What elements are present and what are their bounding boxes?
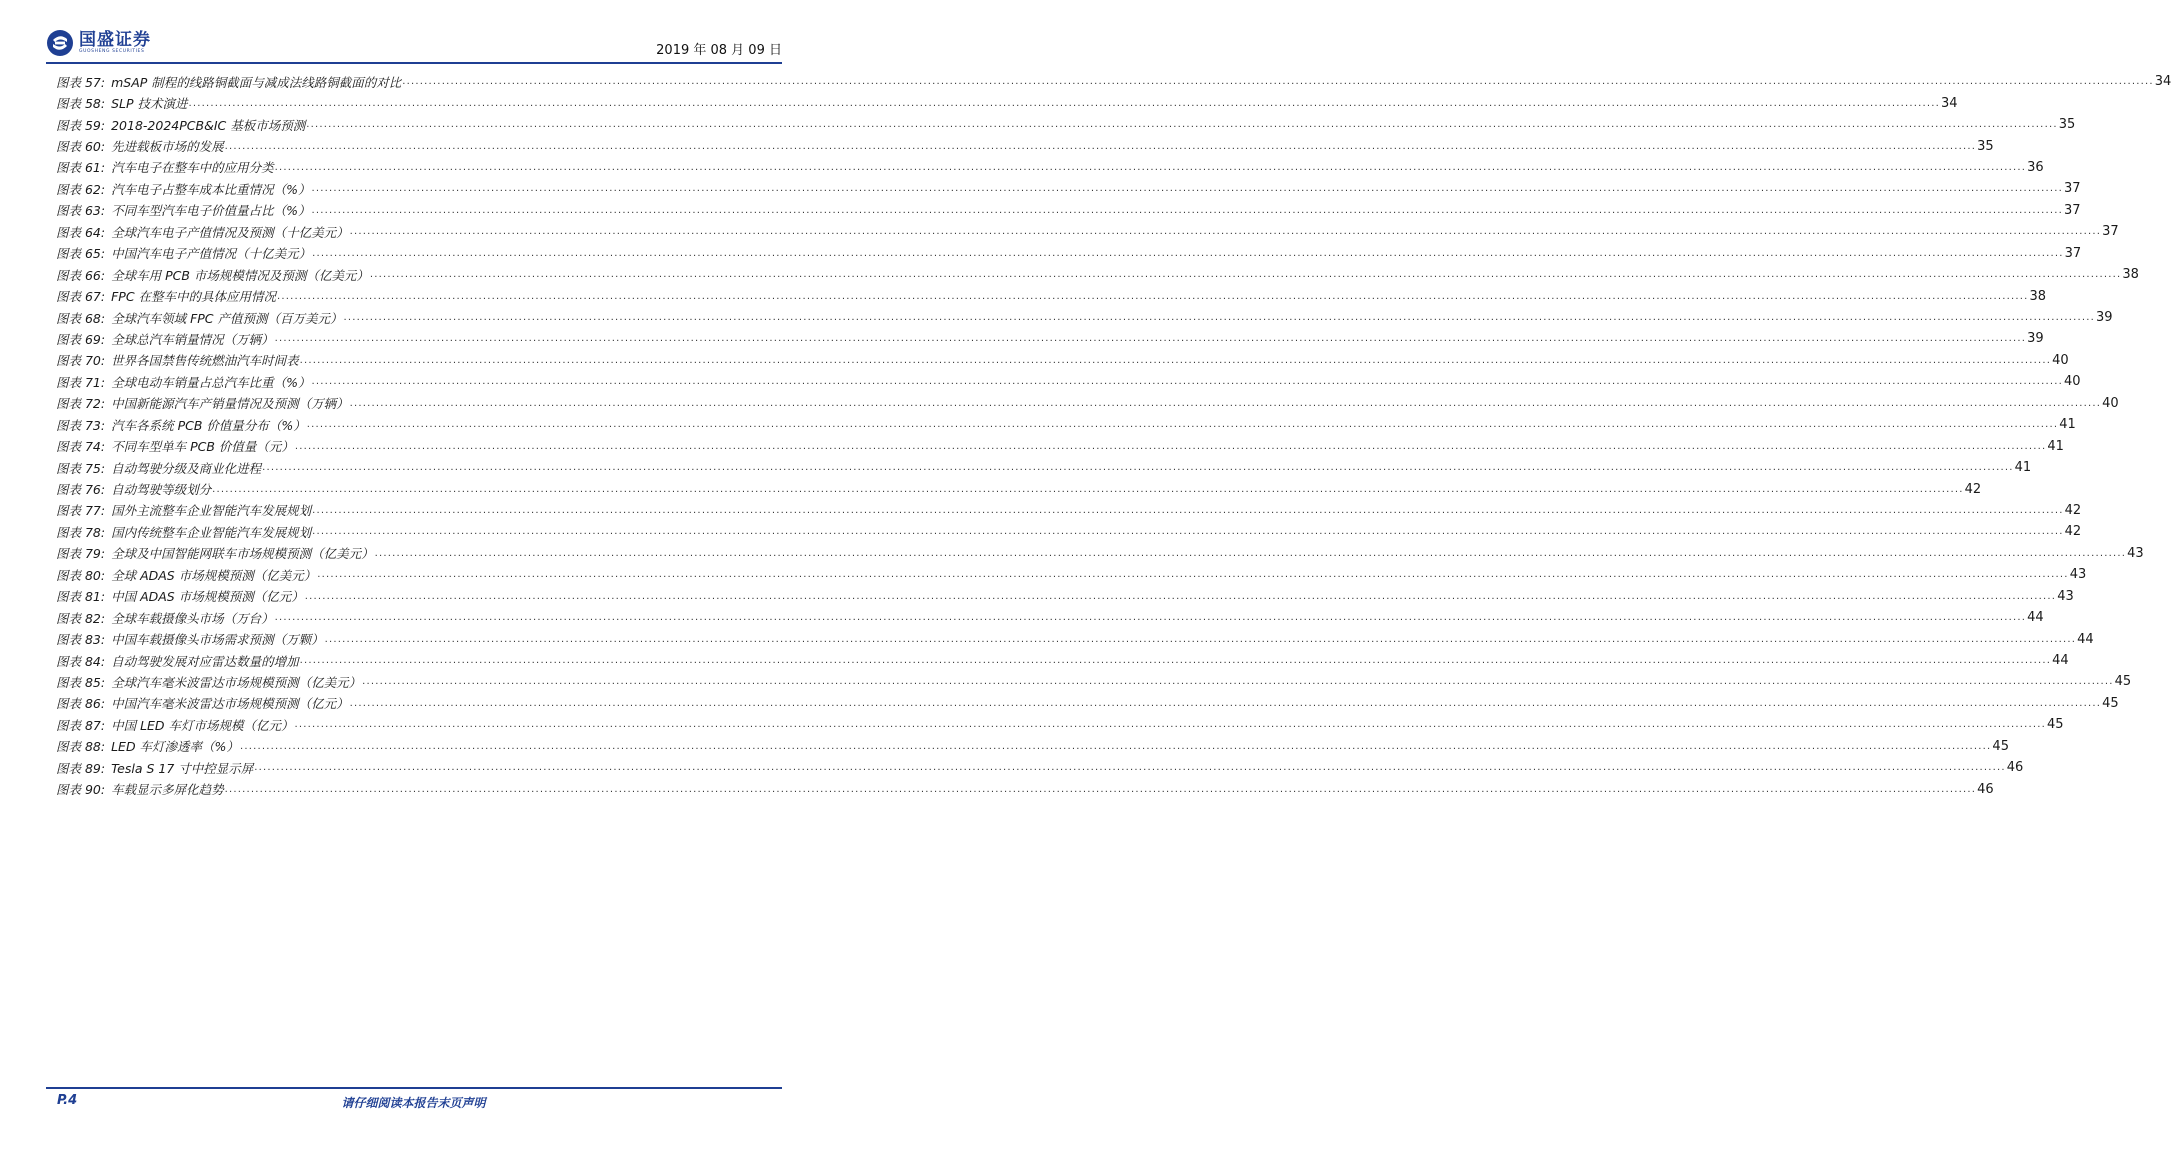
page-ref: 44 <box>2052 653 2069 669</box>
figure-title: 全球及中国智能网联车市场规模预测（亿美元） <box>111 546 374 562</box>
figure-number: 图表 85: <box>56 674 106 690</box>
page-ref: 45 <box>2114 674 2132 690</box>
figure-title: 国外主流整车企业智能汽车发展规划 <box>111 503 312 519</box>
page-ref: 35 <box>2058 117 2076 133</box>
figure-title: 汽车电子在整车中的应用分类 <box>111 160 274 176</box>
dot-leader: ................................................................................................................................................................................................................................................................................................................................................................................................................ <box>262 462 2014 474</box>
page-ref: 37 <box>2063 181 2081 197</box>
dot-leader: ................................................................................................................................................................................................................................................................................................................................................................................................................ <box>306 419 2059 431</box>
figure-title: 自动驾驶发展对应雷达数量的增加 <box>111 653 299 669</box>
figure-title: 全球 ADAS 市场规模预测（亿美元） <box>111 567 317 583</box>
figure-number: 图表 83: <box>56 632 106 648</box>
toc-entry[interactable] <box>56 650 2069 671</box>
figure-title: 中国车载摄像头市场需求预测（万颗） <box>111 632 324 648</box>
dot-leader: ................................................................................................................................................................................................................................................................................................................................................................................................................ <box>317 569 2069 581</box>
figure-title: 中国新能源汽车产销量情况及预测（万辆） <box>111 396 349 412</box>
dot-leader: ................................................................................................................................................................................................................................................................................................................................................................................................................ <box>374 547 2127 559</box>
page-ref: 43 <box>2069 567 2087 583</box>
dot-leader: ................................................................................................................................................................................................................................................................................................................................................................................................................ <box>311 204 2063 216</box>
toc-entry[interactable] <box>56 307 2113 328</box>
dot-leader: ................................................................................................................................................................................................................................................................................................................................................................................................................ <box>312 504 2064 516</box>
figure-title: 世界各国禁售传统燃油汽车时间表 <box>111 353 299 369</box>
logo-name: 国盛证券 <box>79 30 151 50</box>
page-ref: 43 <box>2057 588 2074 604</box>
toc-entry[interactable] <box>56 71 2171 92</box>
figure-number: 图表 71: <box>56 374 106 390</box>
page-ref: 46 <box>1977 781 1994 797</box>
toc-entry[interactable] <box>56 114 2076 135</box>
figure-number: 图表 62: <box>56 181 106 197</box>
figure-number: 图表 84: <box>56 653 106 669</box>
figure-number: 图表 88: <box>56 739 106 755</box>
figure-number: 图表 80: <box>56 567 106 583</box>
figure-title: 车载显示多屏化趋势 <box>111 782 224 798</box>
figure-title: 中国汽车电子产值情况（十亿美元） <box>111 246 312 262</box>
figure-title: 先进载板市场的发展 <box>111 139 224 155</box>
toc-entry[interactable] <box>56 500 2082 521</box>
figure-title: FPC 在整车中的具体应用情况 <box>111 289 277 305</box>
dot-leader: ................................................................................................................................................................................................................................................................................................................................................................................................................ <box>312 526 2064 538</box>
figure-number: 图表 77: <box>56 503 106 519</box>
figure-number: 图表 86: <box>56 696 106 712</box>
toc-entry[interactable] <box>56 178 2081 199</box>
toc-entry[interactable] <box>56 221 2119 242</box>
page-header <box>46 26 782 60</box>
figure-title: SLP 技术演进 <box>111 96 188 112</box>
dot-leader: ................................................................................................................................................................................................................................................................................................................................................................................................................ <box>239 740 1992 752</box>
figure-number: 图表 59: <box>56 117 106 133</box>
figure-number: 图表 81: <box>56 589 106 605</box>
toc-entry[interactable] <box>56 371 2081 392</box>
toc-entry[interactable] <box>56 778 1994 799</box>
figure-title: 汽车各系统 PCB 价值量分布（%） <box>111 417 306 433</box>
header-rule <box>46 62 782 64</box>
dot-leader: ................................................................................................................................................................................................................................................................................................................................................................................................................ <box>349 226 2102 238</box>
figure-number: 图表 57: <box>56 74 106 90</box>
page-ref: 41 <box>2047 438 2064 454</box>
figure-title: 中国 ADAS 市场规模预测（亿元） <box>111 589 304 605</box>
toc-entry[interactable] <box>56 714 2064 735</box>
dot-leader: ................................................................................................................................................................................................................................................................................................................................................................................................................ <box>304 590 2057 602</box>
dot-leader: ................................................................................................................................................................................................................................................................................................................................................................................................................ <box>311 183 2063 195</box>
figure-title: 全球电动车销量占总汽车比重（%） <box>111 374 311 390</box>
dot-leader: ................................................................................................................................................................................................................................................................................................................................................................................................................ <box>224 140 1977 152</box>
toc-entry[interactable] <box>56 414 2076 435</box>
toc-entry[interactable] <box>56 586 2074 607</box>
dot-leader: ................................................................................................................................................................................................................................................................................................................................................................................................................ <box>312 247 2064 259</box>
page-ref: 37 <box>2063 202 2081 218</box>
page-ref: 34 <box>2154 74 2171 90</box>
figure-number: 图表 82: <box>56 610 106 626</box>
dot-leader: ................................................................................................................................................................................................................................................................................................................................................................................................................ <box>306 119 2058 131</box>
toc-entry[interactable] <box>56 607 2044 628</box>
toc-entry[interactable] <box>56 628 2094 649</box>
company-logo <box>46 26 151 60</box>
page-ref: 43 <box>2127 545 2144 561</box>
figure-number: 图表 87: <box>56 717 106 733</box>
figure-title: 国内传统整车企业智能汽车发展规划 <box>111 524 312 540</box>
dot-leader: ................................................................................................................................................................................................................................................................................................................................................................................................................ <box>224 783 1977 795</box>
dot-leader: ................................................................................................................................................................................................................................................................................................................................................................................................................ <box>324 633 2077 645</box>
page-ref: 39 <box>2095 310 2113 326</box>
toc-entry[interactable] <box>56 328 2044 349</box>
toc-entry[interactable] <box>56 521 2082 542</box>
page-ref: 40 <box>2063 374 2081 390</box>
toc-entry[interactable] <box>56 157 2044 178</box>
figure-title: LED 车灯渗透率（%） <box>111 739 239 755</box>
toc-entry[interactable] <box>56 135 1994 156</box>
toc-entry[interactable] <box>56 457 2032 478</box>
page-ref: 45 <box>1992 738 2009 754</box>
page-ref: 41 <box>2014 460 2032 476</box>
toc-entry[interactable] <box>56 671 2132 692</box>
figure-number: 图表 76: <box>56 482 106 498</box>
dot-leader: ................................................................................................................................................................................................................................................................................................................................................................................................................ <box>402 76 2154 88</box>
figure-title: mSAP 制程的线路铜截面与减成法线路铜截面的对比 <box>111 74 402 90</box>
figure-number: 图表 67: <box>56 289 106 305</box>
dot-leader: ................................................................................................................................................................................................................................................................................................................................................................................................................ <box>254 762 2006 774</box>
figure-number: 图表 75: <box>56 460 106 476</box>
dot-leader: ................................................................................................................................................................................................................................................................................................................................................................................................................ <box>274 612 2027 624</box>
page-ref: 37 <box>2102 224 2119 240</box>
page-ref: 44 <box>2027 610 2044 626</box>
page-ref: 45 <box>2102 695 2119 711</box>
dot-leader: ................................................................................................................................................................................................................................................................................................................................................................................................................ <box>311 376 2063 388</box>
dot-leader: ................................................................................................................................................................................................................................................................................................................................................................................................................ <box>299 354 2052 366</box>
toc-entry[interactable] <box>56 393 2119 414</box>
toc-entry[interactable] <box>56 200 2081 221</box>
page-ref: 38 <box>2122 267 2139 283</box>
page-ref: 40 <box>2052 352 2069 368</box>
figure-number: 图表 74: <box>56 439 106 455</box>
figure-title: 全球汽车领域 FPC 产值预测（百万美元） <box>111 310 343 326</box>
figure-title: 全球车用 PCB 市场规模情况及预测（亿美元） <box>111 267 369 283</box>
toc-entry[interactable] <box>56 693 2119 714</box>
toc-entry[interactable] <box>56 243 2082 264</box>
figure-title: 不同车型单车 PCB 价值量（元） <box>111 439 294 455</box>
dot-leader: ................................................................................................................................................................................................................................................................................................................................................................................................................ <box>362 676 2114 688</box>
page-ref: 45 <box>2047 717 2064 733</box>
figure-number: 图表 69: <box>56 331 106 347</box>
dot-leader: ................................................................................................................................................................................................................................................................................................................................................................................................................ <box>212 483 1964 495</box>
figure-title: 不同车型汽车电子价值量占比（%） <box>111 203 311 219</box>
dot-leader: ................................................................................................................................................................................................................................................................................................................................................................................................................ <box>274 333 2027 345</box>
dot-leader: ................................................................................................................................................................................................................................................................................................................................................................................................................ <box>294 719 2047 731</box>
figure-number: 图表 70: <box>56 353 106 369</box>
figure-title: 中国汽车毫米波雷达市场规模预测（亿元） <box>111 696 349 712</box>
page-ref: 42 <box>2064 524 2082 540</box>
figure-number: 图表 65: <box>56 246 106 262</box>
figure-title: 中国 LED 车灯市场规模（亿元） <box>111 717 294 733</box>
page-ref: 34 <box>1941 95 1958 111</box>
disclaimer-note: 请仔细阅读本报告末页声明 <box>341 1096 486 1110</box>
toc-entry[interactable] <box>56 564 2087 585</box>
page-ref: 44 <box>2077 631 2094 647</box>
dot-leader: ................................................................................................................................................................................................................................................................................................................................................................................................................ <box>188 97 1940 109</box>
page-ref: 36 <box>2027 159 2044 175</box>
figure-number: 图表 66: <box>56 267 106 283</box>
figure-number: 图表 64: <box>56 224 106 240</box>
toc-entry[interactable] <box>56 478 1982 499</box>
toc-entry[interactable] <box>56 543 2144 564</box>
logo-subtitle: GUOSHENG SECURITIES <box>79 49 145 54</box>
dot-leader: ................................................................................................................................................................................................................................................................................................................................................................................................................ <box>277 290 2029 302</box>
figure-title: 全球车载摄像头市场（万台） <box>111 610 274 626</box>
toc-entry[interactable] <box>56 264 2139 285</box>
page-ref: 40 <box>2102 395 2119 411</box>
figure-title: 自动驾驶等级划分 <box>111 482 212 498</box>
figure-number: 图表 89: <box>56 760 106 776</box>
toc-entry[interactable] <box>56 92 1958 113</box>
figure-number: 图表 68: <box>56 310 106 326</box>
page-ref: 42 <box>1964 481 1982 497</box>
figure-number: 图表 63: <box>56 203 106 219</box>
figure-number: 图表 78: <box>56 524 106 540</box>
page-ref: 46 <box>2006 760 2024 776</box>
logo-mark-icon <box>46 29 74 57</box>
figure-title: 汽车电子占整车成本比重情况（%） <box>111 181 311 197</box>
figure-number: 图表 90: <box>56 782 106 798</box>
toc-entry[interactable] <box>56 435 2064 456</box>
toc-entry[interactable] <box>56 757 2024 778</box>
footer-rule <box>46 1087 782 1089</box>
dot-leader: ................................................................................................................................................................................................................................................................................................................................................................................................................ <box>274 161 2027 173</box>
figure-number: 图表 61: <box>56 160 106 176</box>
figure-number: 图表 72: <box>56 396 106 412</box>
figure-number: 图表 60: <box>56 139 106 155</box>
page-ref: 38 <box>2029 288 2047 304</box>
toc-entry[interactable] <box>56 350 2069 371</box>
report-date: 2019 年 08 月 09 日 <box>656 43 782 58</box>
figure-number: 图表 79: <box>56 546 106 562</box>
page-ref: 35 <box>1977 138 1994 154</box>
page-number: P.4 <box>57 1093 78 1108</box>
figure-title: 全球汽车电子产值情况及预测（十亿美元） <box>111 224 349 240</box>
toc-entry[interactable] <box>56 736 2009 757</box>
dot-leader: ................................................................................................................................................................................................................................................................................................................................................................................................................ <box>343 312 2095 324</box>
dot-leader: ................................................................................................................................................................................................................................................................................................................................................................................................................ <box>349 397 2102 409</box>
figure-title: 2018-2024PCB&IC 基板市场预测 <box>111 117 306 133</box>
figure-title: 自动驾驶分级及商业化进程 <box>111 460 262 476</box>
page-ref: 37 <box>2064 245 2082 261</box>
page-ref: 42 <box>2064 502 2082 518</box>
figure-number: 图表 58: <box>56 96 106 112</box>
dot-leader: ................................................................................................................................................................................................................................................................................................................................................................................................................ <box>349 697 2102 709</box>
figure-title: 全球总汽车销量情况（万辆） <box>111 331 274 347</box>
page-ref: 39 <box>2027 331 2044 347</box>
figure-title: 全球汽车毫米波雷达市场规模预测（亿美元） <box>111 674 362 690</box>
toc-entry[interactable] <box>56 285 2047 306</box>
figure-index-list <box>56 71 2171 800</box>
page-ref: 41 <box>2059 417 2076 433</box>
dot-leader: ................................................................................................................................................................................................................................................................................................................................................................................................................ <box>299 655 2052 667</box>
dot-leader: ................................................................................................................................................................................................................................................................................................................................................................................................................ <box>369 269 2122 281</box>
dot-leader: ................................................................................................................................................................................................................................................................................................................................................................................................................ <box>294 440 2047 452</box>
figure-number: 图表 73: <box>56 417 106 433</box>
figure-title: Tesla S 17 寸中控显示屏 <box>111 760 254 776</box>
